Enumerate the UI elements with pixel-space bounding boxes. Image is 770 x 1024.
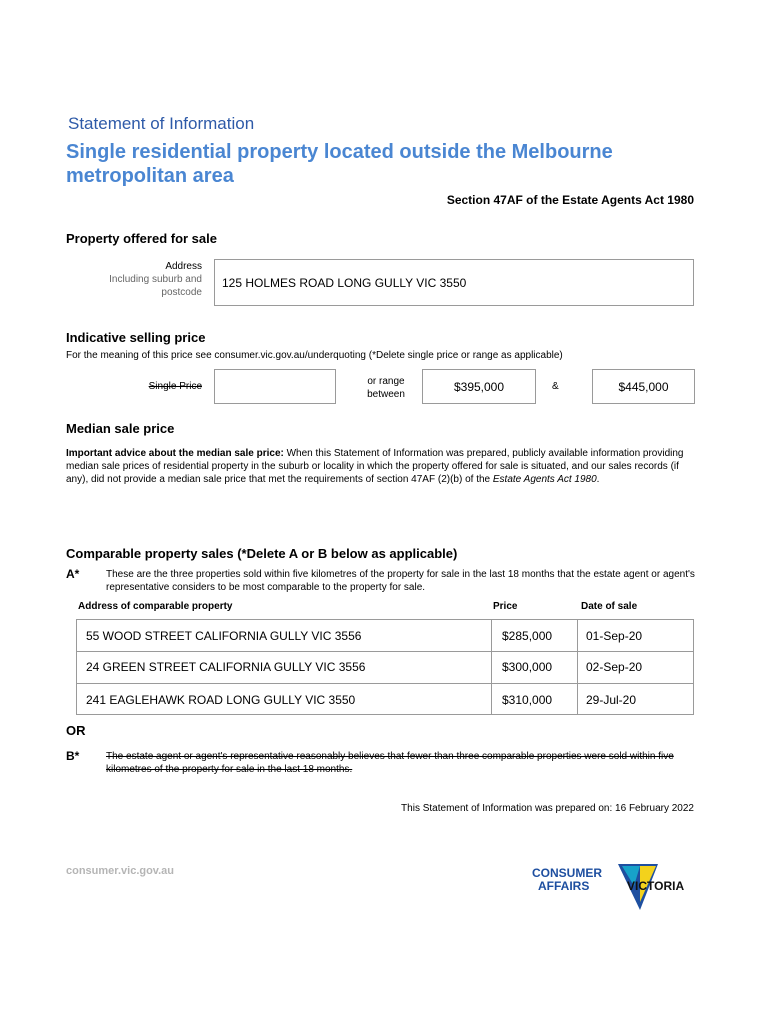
or-range-line2: between (367, 389, 405, 400)
col-header-date: Date of sale (581, 601, 638, 612)
comparable-heading: Comparable property sales (*Delete A or B below as applicable) (66, 546, 458, 561)
option-a-text: These are the three properties sold within five kilometres of the property for sale in the last 18 months that the estate agent or agent's representative considers to be most comparable to the property for sale. (106, 569, 695, 593)
range-low-field[interactable] (422, 369, 536, 404)
table-cell-price[interactable]: $285,000 (502, 629, 553, 643)
ampersand: & (552, 381, 559, 392)
single-price-field[interactable] (214, 369, 336, 404)
single-price-label: Single Price (148, 381, 202, 392)
range-high-value: $445,000 (618, 380, 669, 394)
table-cell-address[interactable]: 241 EAGLEHAWK ROAD LONG GULLY VIC 3550 (86, 693, 356, 707)
address-value: 125 HOLMES ROAD LONG GULLY VIC 3550 (222, 276, 467, 290)
doc-title: Single residential property located outside the Melbourne metropolitan area (66, 141, 613, 187)
table-row-divider (76, 651, 694, 652)
range-high-field[interactable] (592, 369, 695, 404)
table-cell-price[interactable]: $300,000 (502, 660, 553, 674)
option-b-text: The estate agent or agent's representative reasonably believes that fewer than three comparable properties were sold within five kilometres of the property for sale in the last 18 months. (106, 751, 674, 775)
table-col-divider (491, 619, 492, 715)
median-advice (66, 447, 696, 486)
table-row-divider (76, 683, 694, 684)
logo-line2: AFFAIRS (538, 879, 590, 893)
median-advice-bold: Important advice about the median sale price: (66, 448, 284, 459)
or-range-line1: or range (367, 376, 405, 387)
prepared-date: This Statement of Information was prepared on: 16 February 2022 (401, 803, 694, 814)
property-heading: Property offered for sale (66, 231, 217, 246)
table-cell-address[interactable]: 24 GREEN STREET CALIFORNIA GULLY VIC 3556 (86, 660, 366, 674)
footer-url[interactable]: consumer.vic.gov.au (66, 865, 175, 877)
option-b-marker: B* (66, 749, 80, 763)
table-cell-date[interactable]: 02-Sep-20 (586, 660, 643, 674)
table-cell-price[interactable]: $310,000 (502, 693, 553, 707)
address-label-group (80, 260, 202, 299)
median-heading: Median sale price (66, 421, 175, 436)
address-sublabel: Including suburb and postcode (109, 274, 202, 298)
or-range-label (356, 375, 416, 401)
logo-line1: CONSUMER (532, 866, 603, 880)
or-label: OR (66, 723, 86, 738)
table-cell-date[interactable]: 29-Jul-20 (586, 693, 637, 707)
median-advice-text: When this Statement of Information was prepared, publicly available information providing median sale prices of residential property in the suburb or locality in which the property offered for sale is situated, and our sales records (if any), did not provide a median sale price that met the requirements of section 47AF (2)(b) of the (66, 448, 684, 485)
table-cell-address[interactable]: 55 WOOD STREET CALIFORNIA GULLY VIC 3556 (86, 629, 362, 643)
logo-line3: VICTORIA (627, 879, 685, 893)
col-header-price: Price (493, 601, 518, 612)
section-reference: Section 47AF of the Estate Agents Act 1980 (446, 193, 694, 207)
doc-subtitle: Statement of Information (68, 114, 255, 133)
table-cell-date[interactable]: 01-Sep-20 (586, 629, 643, 643)
indicative-note: For the meaning of this price see consumer.vic.gov.au/underquoting (*Delete single price or range as applicable) (66, 350, 563, 361)
address-label: Address (165, 261, 202, 272)
option-a-marker: A* (66, 567, 80, 581)
consumer-affairs-victoria-logo (530, 860, 700, 912)
median-advice-end: . (596, 474, 600, 485)
range-low-value: $395,000 (453, 380, 505, 394)
col-header-address: Address of comparable property (78, 601, 233, 612)
median-advice-act: Estate Agents Act 1980 (492, 474, 597, 485)
indicative-heading: Indicative selling price (66, 330, 206, 345)
table-col-divider (577, 619, 578, 715)
